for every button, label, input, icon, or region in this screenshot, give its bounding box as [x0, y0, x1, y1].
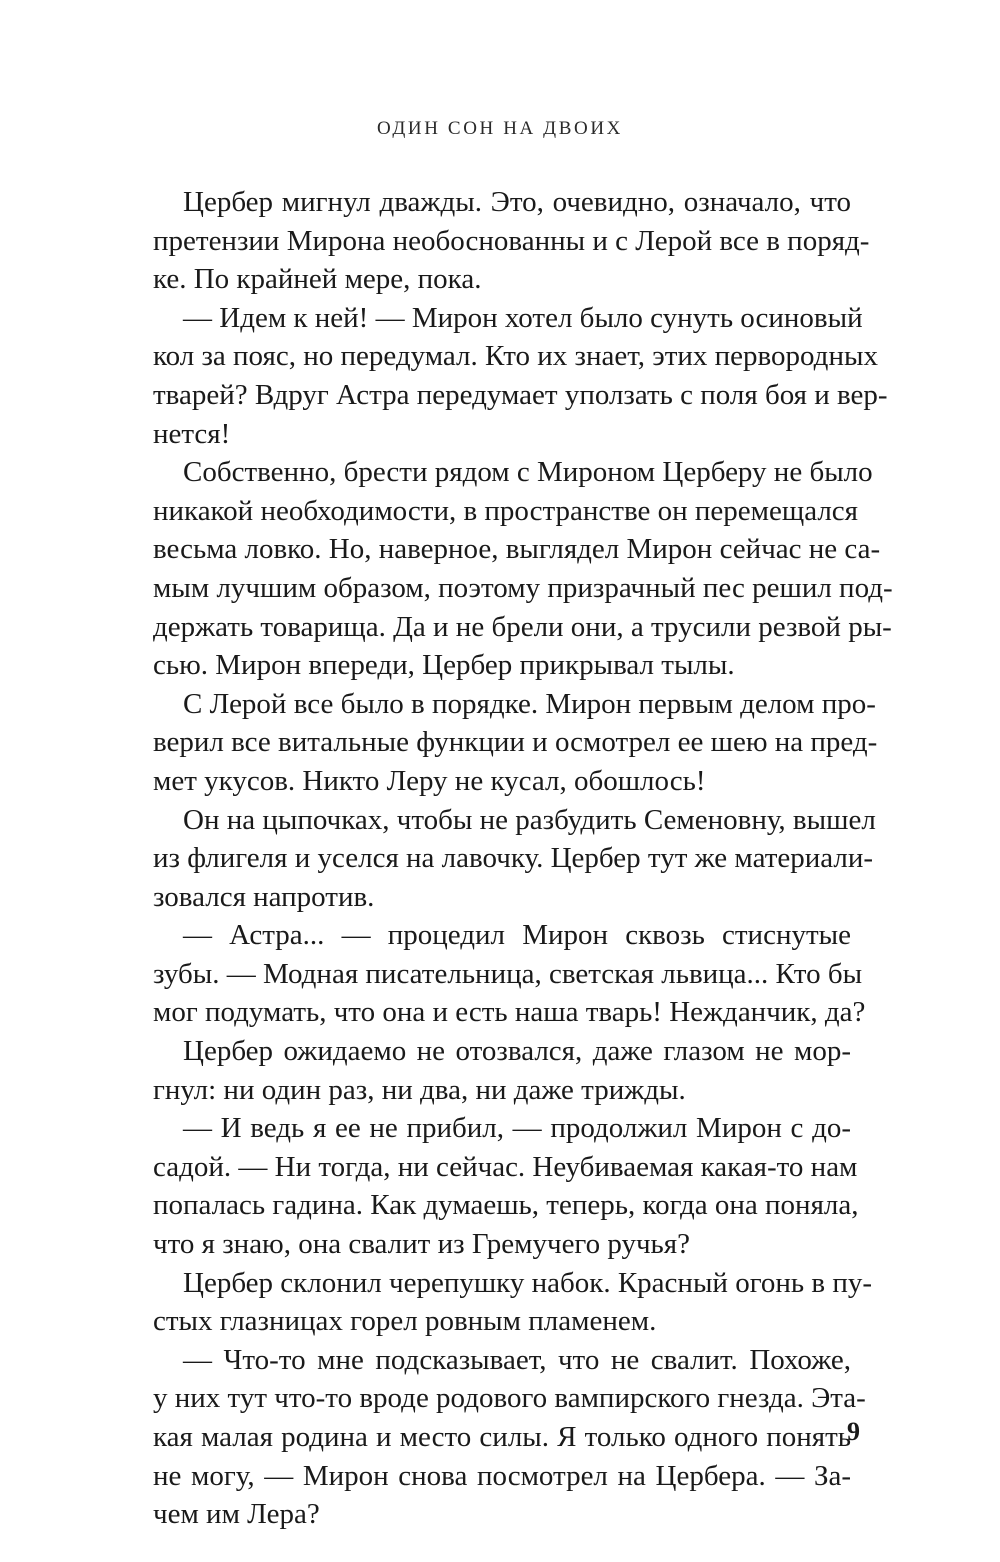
text-line: С Лерой все было в порядке. Мирон первым делом про- — [183, 687, 876, 720]
text-line: никакой необходимости, в пространстве он перемещался — [153, 494, 859, 527]
page-number: 9 — [847, 1417, 860, 1446]
text-line: мет укусов. Никто Леру не кусал, обошлось! — [153, 764, 706, 797]
text-line: — Астра... — процедил Мирон сквозь стиснутые — [183, 919, 851, 952]
text-line: Цербер мигнул дважды. Это, очевидно, означало, что — [183, 186, 851, 218]
text-line: попалась гадина. Как думаешь, теперь, когда она поняла, — [153, 1189, 859, 1222]
text-line: гнул: ни один раз, ни два, ни даже трижды. — [153, 1073, 686, 1106]
text-line: Собственно, брести рядом с Мироном Церберу не было — [183, 456, 873, 489]
text-line: — Идем к ней! — Мирон хотел было сунуть осиновый — [183, 301, 863, 334]
text-line: — Что-то мне подсказывает, что не свалит. Похоже, — [183, 1343, 851, 1376]
text-line: кол за пояс, но передумал. Кто их знает, этих первородных — [153, 340, 878, 373]
text-line: — И ведь я ее не прибил, — продолжил Мирон с до- — [183, 1112, 851, 1145]
text-line: мым лучшим образом, поэтому призрачный пес решил под- — [153, 571, 893, 604]
text-line: сью. Мирон впереди, Цербер прикрывал тылы. — [153, 649, 735, 682]
text-line: стых глазницах горел ровным пламенем. — [153, 1305, 657, 1338]
text-line: мог подумать, что она и есть наша тварь! Нежданчик, да? — [153, 996, 866, 1029]
text-line: что я знаю, она свалит из Гремучего ручья? — [153, 1228, 690, 1261]
text-line: кая малая родина и место силы. Я только одного понять — [153, 1421, 851, 1453]
text-line: держать товарища. Да и не брели они, а трусили резвой ры- — [153, 610, 892, 643]
text-line: у них тут что-то вроде родового вампирского гнезда. Эта- — [153, 1382, 866, 1415]
text-line: нется! — [153, 417, 231, 450]
text-line: из флигеля и уселся на лавочку. Цербер тут же материали- — [153, 842, 874, 875]
text-line: не могу, — Мирон снова посмотрел на Цербера. — За- — [153, 1459, 851, 1492]
text-line: Цербер ожидаемо не отозвался, даже глазом не мор- — [183, 1035, 851, 1068]
body-text — [153, 183, 893, 1534]
text-line: зубы. — Модная писательница, светская львица... Кто бы — [153, 957, 863, 990]
text-line: претензии Мирона необоснованны и с Лерой все в поряд- — [153, 224, 870, 257]
text-line: садой. — Ни тогда, ни сейчас. Неубиваемая какая-то нам — [153, 1150, 858, 1183]
running-head: ОДИН СОН НА ДВОИХ — [377, 118, 623, 139]
text-line: ке. По крайней мере, пока. — [153, 263, 482, 296]
text-line: тварей? Вдруг Астра передумает уползать с поля боя и вер- — [153, 378, 888, 411]
text-line: весьма ловко. Но, наверное, выглядел Мирон сейчас не са- — [153, 533, 881, 566]
text-line: зовался напротив. — [153, 880, 375, 913]
text-line: Он на цыпочках, чтобы не разбудить Семеновну, вышел — [183, 803, 876, 836]
text-line: чем им Лера? — [153, 1498, 320, 1531]
text-line: Цербер склонил черепушку набок. Красный огонь в пу- — [183, 1266, 872, 1299]
text-line: верил все витальные функции и осмотрел ее шею на пред- — [153, 726, 878, 759]
